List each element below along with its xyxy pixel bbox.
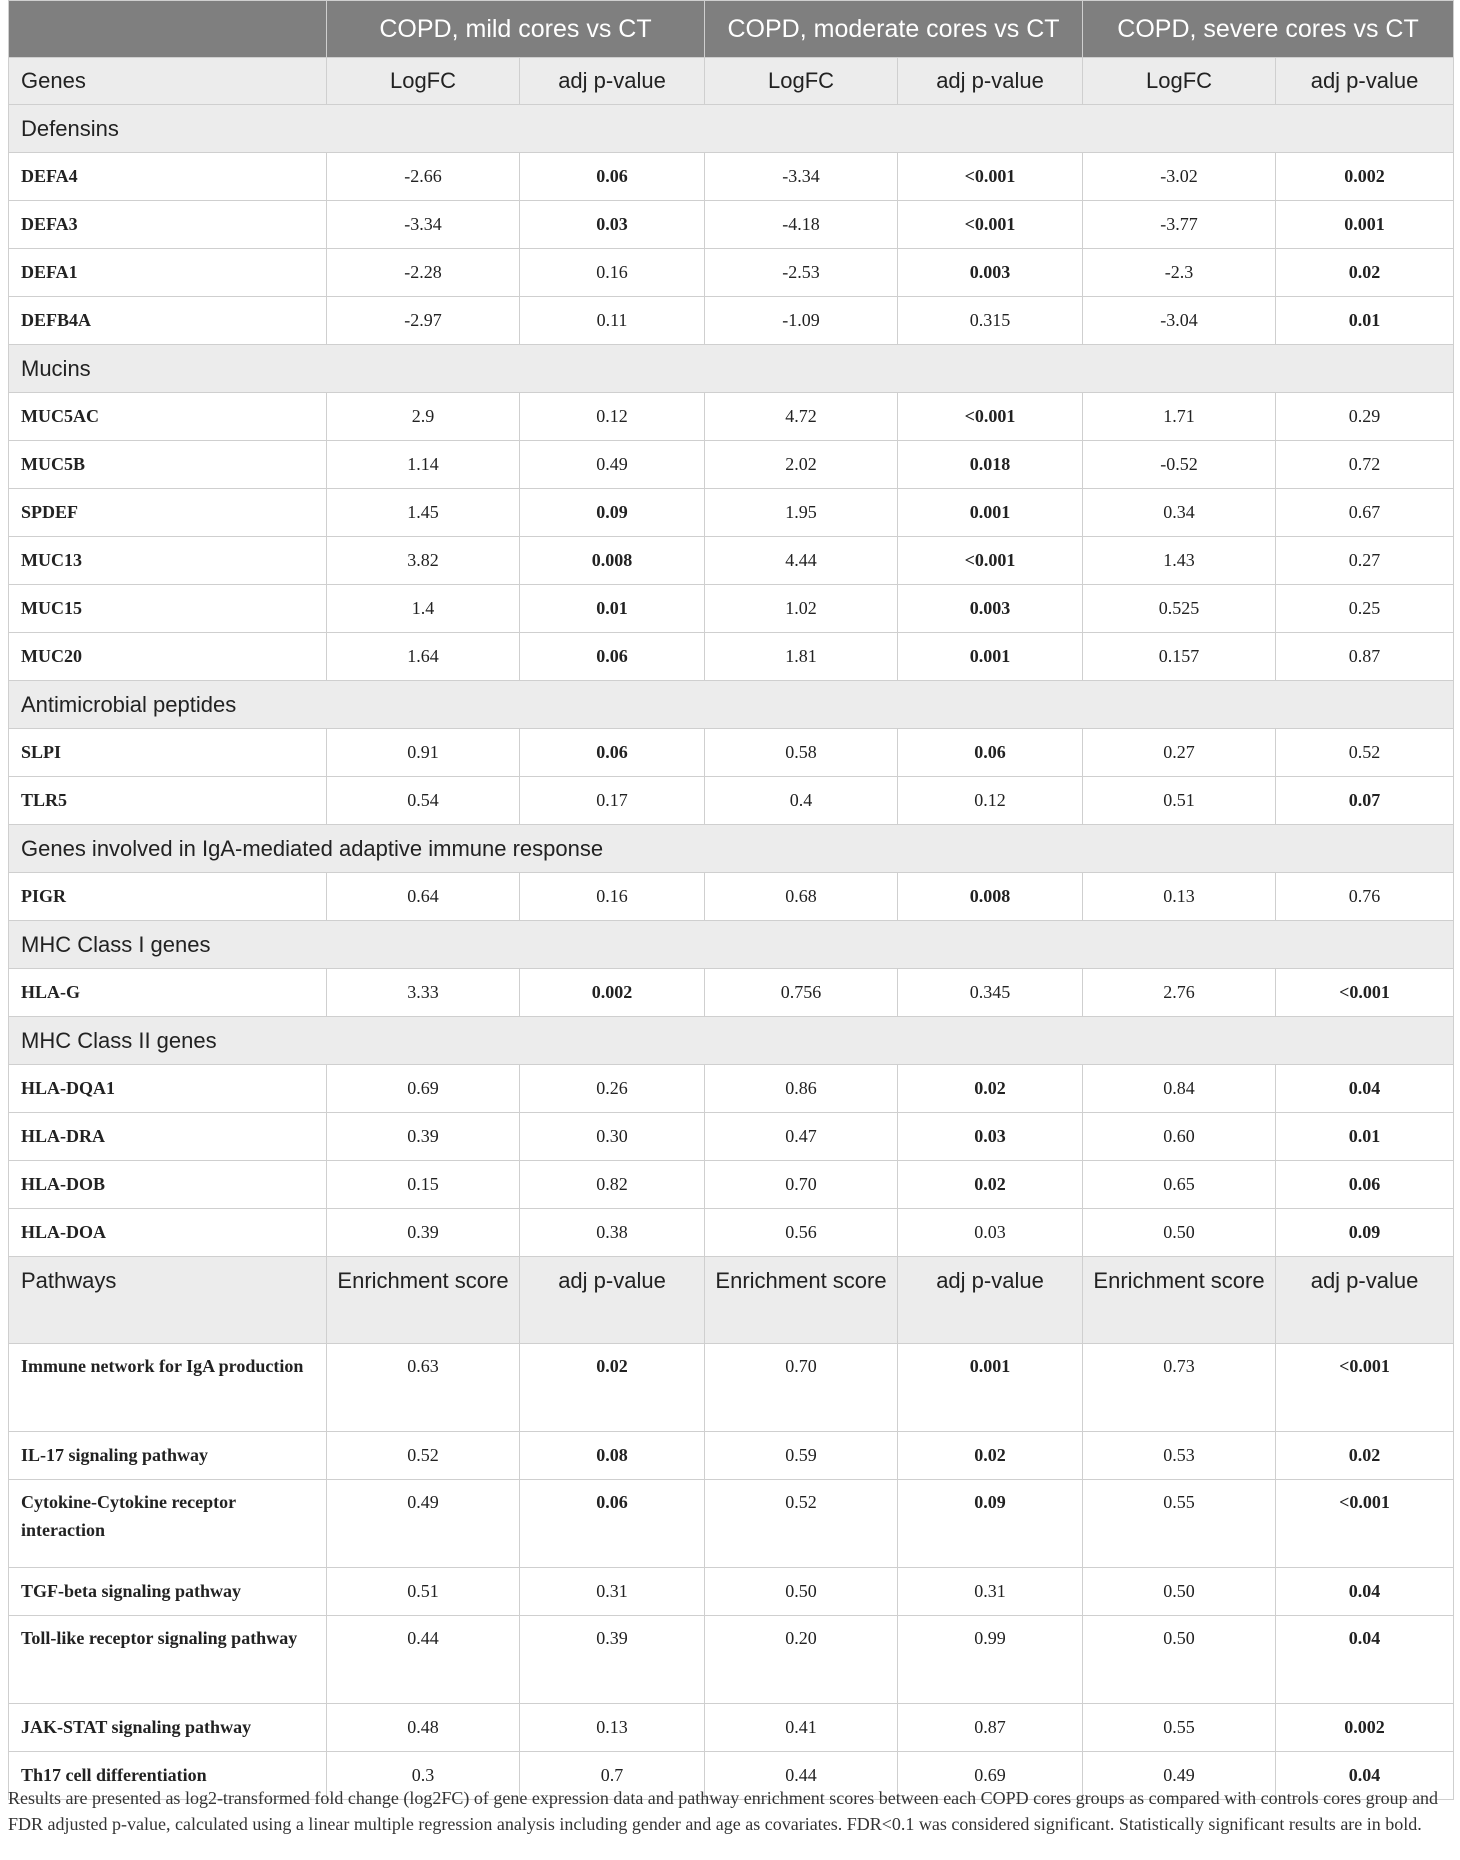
enrichment-score-cell: 0.44 [705, 1752, 898, 1800]
section-title: MHC Class II genes [9, 1017, 1454, 1065]
logfc-cell: 0.50 [1083, 1209, 1276, 1257]
adj-p-value-cell: <0.001 [898, 393, 1083, 441]
enrichment-score-cell: 0.3 [327, 1752, 520, 1800]
adj-p-value-cell: 0.31 [520, 1568, 705, 1616]
logfc-cell: 0.84 [1083, 1065, 1276, 1113]
table-row [9, 585, 1454, 633]
gene-name: HLA-G [9, 969, 327, 1017]
adj-p-value-cell: 0.002 [1276, 1704, 1454, 1752]
enrichment-score-cell: 0.50 [1083, 1616, 1276, 1704]
adj-p-value-cell: 0.08 [520, 1432, 705, 1480]
adj-p-value-cell: 0.002 [520, 969, 705, 1017]
gene-name: MUC15 [9, 585, 327, 633]
table-row [9, 153, 1454, 201]
section-header-row [9, 921, 1454, 969]
adj-p-value-cell: 0.003 [898, 585, 1083, 633]
logfc-cell: 2.76 [1083, 969, 1276, 1017]
adj-p-value-cell: 0.02 [898, 1432, 1083, 1480]
table-row [9, 489, 1454, 537]
table-row [9, 249, 1454, 297]
adj-p-value-cell: 0.002 [1276, 153, 1454, 201]
pathway-name: Toll-like receptor signaling pathway [9, 1616, 327, 1704]
adj-p-value-cell: 0.008 [520, 537, 705, 585]
group-header-mild: COPD, mild cores vs CT [327, 1, 705, 58]
enrichment-score-cell: 0.52 [327, 1432, 520, 1480]
logfc-cell: 0.47 [705, 1113, 898, 1161]
adj-p-value-cell: 0.27 [1276, 537, 1454, 585]
enrichment-score-cell: 0.20 [705, 1616, 898, 1704]
adj-p-value-cell: 0.87 [898, 1704, 1083, 1752]
adj-p-value-cell: 0.001 [898, 633, 1083, 681]
adj-p-value-cell: 0.02 [898, 1065, 1083, 1113]
section-header-row [9, 1017, 1454, 1065]
enrichment-score-cell: 0.55 [1083, 1704, 1276, 1752]
logfc-cell: -2.3 [1083, 249, 1276, 297]
enrichment-score-cell: 0.44 [327, 1616, 520, 1704]
column-header: adj p-value [898, 58, 1083, 105]
gene-name: DEFA3 [9, 201, 327, 249]
logfc-cell: 1.43 [1083, 537, 1276, 585]
gene-name: TLR5 [9, 777, 327, 825]
adj-p-value-cell: 0.09 [520, 489, 705, 537]
logfc-cell: 0.13 [1083, 873, 1276, 921]
adj-p-value-cell: 0.12 [520, 393, 705, 441]
adj-p-value-cell: 0.02 [1276, 249, 1454, 297]
table-row [9, 201, 1454, 249]
column-header: adj p-value [520, 1257, 705, 1344]
section-header-row [9, 681, 1454, 729]
adj-p-value-cell: 0.06 [898, 729, 1083, 777]
gene-name: MUC5AC [9, 393, 327, 441]
logfc-cell: 0.86 [705, 1065, 898, 1113]
adj-p-value-cell: 0.13 [520, 1704, 705, 1752]
table-row [9, 441, 1454, 489]
adj-p-value-cell: 0.39 [520, 1616, 705, 1704]
adj-p-value-cell: 0.018 [898, 441, 1083, 489]
adj-p-value-cell: 0.16 [520, 249, 705, 297]
logfc-cell: 0.58 [705, 729, 898, 777]
table-row [9, 393, 1454, 441]
table-row [9, 1209, 1454, 1257]
table-row [9, 969, 1454, 1017]
enrichment-score-cell: 0.63 [327, 1344, 520, 1432]
gene-name: DEFA1 [9, 249, 327, 297]
table-row [9, 1113, 1454, 1161]
adj-p-value-cell: 0.03 [898, 1209, 1083, 1257]
logfc-cell: 0.56 [705, 1209, 898, 1257]
logfc-cell: 0.15 [327, 1161, 520, 1209]
enrichment-score-cell: 0.55 [1083, 1480, 1276, 1568]
adj-p-value-cell: 0.03 [520, 201, 705, 249]
logfc-cell: 0.525 [1083, 585, 1276, 633]
adj-p-value-cell: 0.82 [520, 1161, 705, 1209]
adj-p-value-cell: 0.76 [1276, 873, 1454, 921]
adj-p-value-cell: 0.01 [1276, 1113, 1454, 1161]
logfc-cell: 3.82 [327, 537, 520, 585]
logfc-cell: 1.71 [1083, 393, 1276, 441]
adj-p-value-cell: 0.38 [520, 1209, 705, 1257]
logfc-cell: -4.18 [705, 201, 898, 249]
adj-p-value-cell: 0.01 [520, 585, 705, 633]
table-row [9, 297, 1454, 345]
adj-p-value-cell: 0.25 [1276, 585, 1454, 633]
logfc-cell: 1.02 [705, 585, 898, 633]
adj-p-value-cell: 0.52 [1276, 729, 1454, 777]
column-header-row [9, 58, 1454, 105]
logfc-cell: -3.34 [327, 201, 520, 249]
adj-p-value-cell: 0.345 [898, 969, 1083, 1017]
logfc-cell: 1.14 [327, 441, 520, 489]
adj-p-value-cell: <0.001 [898, 537, 1083, 585]
logfc-cell: 1.95 [705, 489, 898, 537]
adj-p-value-cell: 0.26 [520, 1065, 705, 1113]
adj-p-value-cell: 0.17 [520, 777, 705, 825]
group-header-severe: COPD, severe cores vs CT [1083, 1, 1454, 58]
adj-p-value-cell: 0.06 [520, 153, 705, 201]
adj-p-value-cell: 0.02 [1276, 1432, 1454, 1480]
logfc-cell: 0.27 [1083, 729, 1276, 777]
gene-name: MUC20 [9, 633, 327, 681]
logfc-cell: 1.45 [327, 489, 520, 537]
adj-p-value-cell: 0.001 [1276, 201, 1454, 249]
pathways-column-header: Pathways [9, 1257, 327, 1344]
logfc-cell: 0.70 [705, 1161, 898, 1209]
pathway-row [9, 1568, 1454, 1616]
logfc-cell: 2.9 [327, 393, 520, 441]
column-header: LogFC [705, 58, 898, 105]
table-row [9, 729, 1454, 777]
adj-p-value-cell: 0.29 [1276, 393, 1454, 441]
column-header: adj p-value [1276, 1257, 1454, 1344]
adj-p-value-cell: 0.008 [898, 873, 1083, 921]
logfc-cell: -2.66 [327, 153, 520, 201]
section-header-row [9, 825, 1454, 873]
logfc-cell: -3.04 [1083, 297, 1276, 345]
section-title: Genes involved in IgA-mediated adaptive immune response [9, 825, 1454, 873]
column-header: adj p-value [520, 58, 705, 105]
pathway-row [9, 1616, 1454, 1704]
adj-p-value-cell: <0.001 [898, 201, 1083, 249]
enrichment-score-cell: 0.51 [327, 1568, 520, 1616]
group-header-row [9, 1, 1454, 58]
logfc-cell: 0.64 [327, 873, 520, 921]
pathway-name: JAK-STAT signaling pathway [9, 1704, 327, 1752]
logfc-cell: 0.69 [327, 1065, 520, 1113]
column-header: LogFC [1083, 58, 1276, 105]
adj-p-value-cell: 0.315 [898, 297, 1083, 345]
logfc-cell: -0.52 [1083, 441, 1276, 489]
table-row [9, 1161, 1454, 1209]
logfc-cell: 0.54 [327, 777, 520, 825]
enrichment-score-cell: 0.73 [1083, 1344, 1276, 1432]
enrichment-score-cell: 0.49 [1083, 1752, 1276, 1800]
pathway-name: IL-17 signaling pathway [9, 1432, 327, 1480]
adj-p-value-cell: 0.07 [1276, 777, 1454, 825]
logfc-cell: 2.02 [705, 441, 898, 489]
logfc-cell: 0.91 [327, 729, 520, 777]
enrichment-score-cell: 0.41 [705, 1704, 898, 1752]
pathway-name: Th17 cell differentiation [9, 1752, 327, 1800]
pathway-name: Immune network for IgA production [9, 1344, 327, 1432]
gene-name: SLPI [9, 729, 327, 777]
table-row [9, 873, 1454, 921]
table-body [9, 105, 1454, 1800]
adj-p-value-cell: <0.001 [1276, 969, 1454, 1017]
header-blank-cell [9, 1, 327, 58]
table-row [9, 1065, 1454, 1113]
adj-p-value-cell: 0.04 [1276, 1616, 1454, 1704]
gene-name: HLA-DOB [9, 1161, 327, 1209]
adj-p-value-cell: <0.001 [1276, 1344, 1454, 1432]
column-header: Enrichment score [327, 1257, 520, 1344]
logfc-cell: -3.77 [1083, 201, 1276, 249]
adj-p-value-cell: 0.67 [1276, 489, 1454, 537]
pathway-row [9, 1344, 1454, 1432]
logfc-cell: 0.4 [705, 777, 898, 825]
logfc-cell: 1.64 [327, 633, 520, 681]
adj-p-value-cell: 0.04 [1276, 1568, 1454, 1616]
adj-p-value-cell: 0.06 [1276, 1161, 1454, 1209]
adj-p-value-cell: 0.04 [1276, 1065, 1454, 1113]
gene-name: MUC13 [9, 537, 327, 585]
section-title: Mucins [9, 345, 1454, 393]
gene-name: HLA-DQA1 [9, 1065, 327, 1113]
section-header-row [9, 345, 1454, 393]
section-title: Antimicrobial peptides [9, 681, 1454, 729]
adj-p-value-cell: 0.12 [898, 777, 1083, 825]
adj-p-value-cell: 0.09 [898, 1480, 1083, 1568]
column-header: Enrichment score [705, 1257, 898, 1344]
adj-p-value-cell: 0.72 [1276, 441, 1454, 489]
adj-p-value-cell: 0.01 [1276, 297, 1454, 345]
table-row [9, 777, 1454, 825]
table-footnote: Results are presented as log2-transformed fold change (log2FC) of gene expression data and pathway enrichment scores between each COPD cores groups as compared with controls cores group and FDR adjusted p-value, calculated using a linear multiple regression analysis including gender and age as covariates. FDR<0.1 was considered significant. Statistically significant results are in bold. [8, 1788, 1439, 1834]
logfc-cell: -3.02 [1083, 153, 1276, 201]
adj-p-value-cell: 0.09 [1276, 1209, 1454, 1257]
adj-p-value-cell: 0.7 [520, 1752, 705, 1800]
column-header: adj p-value [1276, 58, 1454, 105]
adj-p-value-cell: 0.06 [520, 729, 705, 777]
adj-p-value-cell: 0.06 [520, 1480, 705, 1568]
logfc-cell: 0.68 [705, 873, 898, 921]
adj-p-value-cell: 0.99 [898, 1616, 1083, 1704]
enrichment-score-cell: 0.48 [327, 1704, 520, 1752]
pathway-name: Cytokine-Cytokine receptor interaction [9, 1480, 327, 1568]
logfc-cell: -1.09 [705, 297, 898, 345]
logfc-cell: 1.81 [705, 633, 898, 681]
logfc-cell: 0.34 [1083, 489, 1276, 537]
enrichment-score-cell: 0.50 [705, 1568, 898, 1616]
enrichment-score-cell: 0.50 [1083, 1568, 1276, 1616]
logfc-cell: -2.53 [705, 249, 898, 297]
pathway-name: TGF-beta signaling pathway [9, 1568, 327, 1616]
logfc-cell: -3.34 [705, 153, 898, 201]
column-header: LogFC [327, 58, 520, 105]
logfc-cell: 0.51 [1083, 777, 1276, 825]
table-row [9, 633, 1454, 681]
logfc-cell: 0.39 [327, 1209, 520, 1257]
pathway-row [9, 1432, 1454, 1480]
column-header: adj p-value [898, 1257, 1083, 1344]
logfc-cell: 4.44 [705, 537, 898, 585]
enrichment-score-cell: 0.70 [705, 1344, 898, 1432]
pathway-row [9, 1480, 1454, 1568]
adj-p-value-cell: 0.30 [520, 1113, 705, 1161]
enrichment-score-cell: 0.59 [705, 1432, 898, 1480]
section-title: Defensins [9, 105, 1454, 153]
logfc-cell: 0.157 [1083, 633, 1276, 681]
pathways-header-row [9, 1257, 1454, 1344]
adj-p-value-cell: 0.03 [898, 1113, 1083, 1161]
logfc-cell: 3.33 [327, 969, 520, 1017]
gene-name: DEFB4A [9, 297, 327, 345]
adj-p-value-cell: 0.49 [520, 441, 705, 489]
logfc-cell: 4.72 [705, 393, 898, 441]
adj-p-value-cell: 0.06 [520, 633, 705, 681]
adj-p-value-cell: <0.001 [1276, 1480, 1454, 1568]
section-title: MHC Class I genes [9, 921, 1454, 969]
logfc-cell: -2.28 [327, 249, 520, 297]
group-header-moderate: COPD, moderate cores vs CT [705, 1, 1083, 58]
adj-p-value-cell: 0.11 [520, 297, 705, 345]
gene-name: HLA-DRA [9, 1113, 327, 1161]
logfc-cell: 0.39 [327, 1113, 520, 1161]
logfc-cell: 1.4 [327, 585, 520, 633]
logfc-cell: 0.756 [705, 969, 898, 1017]
gene-name: SPDEF [9, 489, 327, 537]
adj-p-value-cell: 0.001 [898, 1344, 1083, 1432]
adj-p-value-cell: 0.31 [898, 1568, 1083, 1616]
gene-name: DEFA4 [9, 153, 327, 201]
genes-column-header: Genes [9, 58, 327, 105]
enrichment-score-cell: 0.49 [327, 1480, 520, 1568]
adj-p-value-cell: 0.16 [520, 873, 705, 921]
enrichment-score-cell: 0.52 [705, 1480, 898, 1568]
adj-p-value-cell: 0.02 [520, 1344, 705, 1432]
adj-p-value-cell: 0.001 [898, 489, 1083, 537]
results-table [8, 0, 1454, 1800]
adj-p-value-cell: 0.02 [898, 1161, 1083, 1209]
logfc-cell: 0.65 [1083, 1161, 1276, 1209]
pathway-row [9, 1704, 1454, 1752]
adj-p-value-cell: 0.04 [1276, 1752, 1454, 1800]
gene-name: PIGR [9, 873, 327, 921]
adj-p-value-cell: <0.001 [898, 153, 1083, 201]
table-row [9, 537, 1454, 585]
enrichment-score-cell: 0.53 [1083, 1432, 1276, 1480]
gene-name: HLA-DOA [9, 1209, 327, 1257]
logfc-cell: 0.60 [1083, 1113, 1276, 1161]
adj-p-value-cell: 0.003 [898, 249, 1083, 297]
column-header: Enrichment score [1083, 1257, 1276, 1344]
section-header-row [9, 105, 1454, 153]
adj-p-value-cell: 0.69 [898, 1752, 1083, 1800]
gene-name: MUC5B [9, 441, 327, 489]
adj-p-value-cell: 0.87 [1276, 633, 1454, 681]
logfc-cell: -2.97 [327, 297, 520, 345]
